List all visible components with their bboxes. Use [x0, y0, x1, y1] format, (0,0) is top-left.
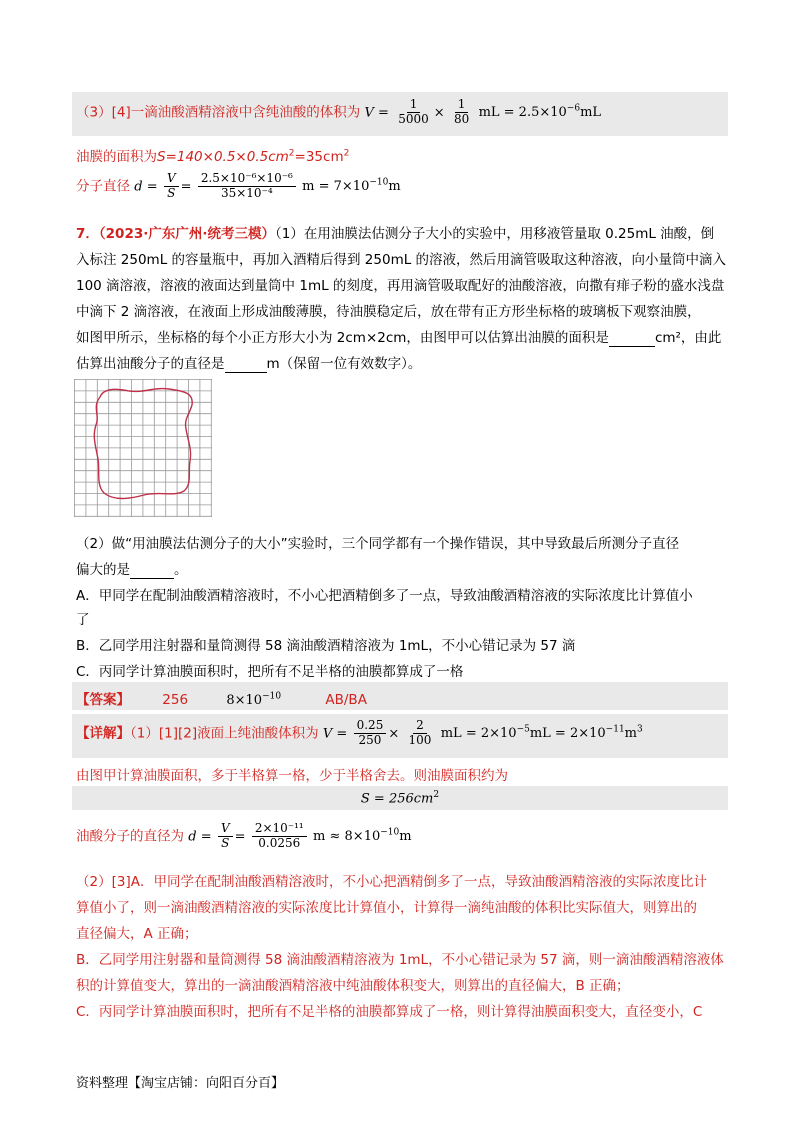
- option-a-cont: 了: [76, 612, 90, 628]
- part2-line-2: 偏大的是 。: [76, 562, 188, 578]
- answer-1: 256: [162, 692, 189, 708]
- diameter-line: 分子直径 d = $\frac{V}{S}$ = $\frac{\text{2.5×10⁻⁶×10⁻⁶}}{\text{35×10⁻⁴}}$ $m = 7\times 10^{-10}m$: [76, 171, 401, 200]
- answer-label: 【答案】: [76, 692, 130, 708]
- detail-line-2: 由图甲计算油膜面积，多于半格算一格，少于半格舍去。则油膜面积约为: [76, 768, 508, 784]
- part3-line: （3）[4]一滴油酸酒精溶液中含纯油酸的体积为 V = $\frac{1}{5000}$ × $\frac{1}{80}$ mL = $2.5\times 10^{-6}mL$: [76, 97, 602, 126]
- q7-line-4: 中滴下 2 滴溶液，在液面上形成油酸薄膜，待油膜稳定后，放在带有正方形坐标格的玻璃板下观察油膜，: [76, 304, 701, 320]
- option-c: C．丙同学计算油膜面积时，把所有不足半格的油膜都算成了一格: [76, 664, 464, 680]
- option-a: A．甲同学在配制油酸酒精溶液时，不小心把酒精倒多了一点，导致油酸酒精溶液的实际浓度比计算值小: [76, 588, 693, 604]
- detail-part2-line-4: B．乙同学用注射器和量筒测得 58 滴油酸酒精溶液为 1mL，不小心错记录为 57 滴，则一滴油酸酒精溶液体: [76, 952, 724, 968]
- detail-part2-line-1: （2）[3]A．甲同学在配制油酸酒精溶液时，不小心把酒精倒多了一点，导致油酸酒精溶液的实际浓度比计: [76, 874, 707, 890]
- detail-part2-line-3: 直径偏大，A 正确；: [76, 926, 198, 942]
- diameter-blank: [225, 356, 267, 373]
- q7-line-2: 入标注 250mL 的容量瓶中，再加入酒精后得到 250mL 的溶液，然后用滴管吸取这种溶液，向小量筒中滴入: [76, 252, 727, 268]
- q7-line-5: 如图甲所示，坐标格的每个小正方形大小为 2cm×2cm，由图甲可以估算出油膜的面积是 cm²，由此: [76, 330, 722, 346]
- option-b: B．乙同学用注射器和量筒测得 58 滴油酸酒精溶液为 1mL，不小心错记录为 57 滴: [76, 638, 576, 654]
- detail-part2-line-5: 积的计算值变大，算出的一滴油酸酒精溶液中纯油酸体积变大，则算出的直径偏大，B 正确；: [76, 978, 630, 994]
- detail-diameter-line: 油酸分子的直径为 d = $\frac{V}{S}$ = $\frac{\text{2×10⁻¹¹}}{0.0256}$ $m \approx 8\times 10^{-10}m$: [76, 821, 412, 850]
- area-line: 油膜的面积为$S=140\times 0.5\times 0.5cm^2=35cm^2$: [76, 148, 350, 165]
- q7-line-3: 100 滴溶液，溶液的液面达到量筒中 1mL 的刻度，再用滴管吸取配好的油酸溶液，向撒有痱子粉的盛水浅盘: [76, 278, 725, 294]
- q7-line-1: 7．（2023·广东广州·统考三模）（1）在用油膜法估测分子大小的实验中，用移液管量取 0.25mL 油酸，倒: [76, 226, 715, 242]
- answer-2: $8\times 10^{-10}$: [226, 691, 282, 708]
- oil-film-grid-figure: [74, 379, 212, 517]
- area-blank: [609, 330, 655, 347]
- part2-line-1: （2）做“用油膜法估测分子的大小”实验时，三个同学都有一个操作错误，其中导致最后所测分子直径: [76, 536, 680, 552]
- detail-line-1: 【详解】（1）[1][2]液面上纯油酸体积为 V = $\frac{0.25}{250}$ × $\frac{2}{100}$ mL = $2\times 10^{-5}mL = 2\times 10^{-11}m^3$: [76, 718, 643, 747]
- part3-frac2: $\frac{1}{80}$: [453, 97, 470, 126]
- detail-part2-line-6: C．丙同学计算油膜面积时，把所有不足半格的油膜都算成了一格，则计算得油膜面积变大，直径变小，C: [76, 1004, 703, 1020]
- answer-3: AB/BA: [325, 692, 367, 708]
- part3-frac1: $\frac{1}{5000}$: [398, 97, 429, 126]
- q7-number: 7．: [76, 226, 99, 242]
- part3-result: mL = $2.5\times 10^{-6}mL$: [478, 103, 602, 121]
- detail-part2-line-2: 算值小了，则一滴油酸酒精溶液的实际浓度比计算值小，计算得一滴纯油酸的体积比实际值大，则算出的: [76, 900, 697, 916]
- footer-text: 资料整理【淘宝店铺：向阳百分百】: [76, 1076, 285, 1091]
- q7-source: （2023·广东广州·统考三模）: [98, 226, 275, 242]
- part2-blank: [130, 562, 174, 579]
- part3-var: V: [364, 105, 374, 121]
- area-equation: $S = 256cm^2$: [360, 790, 440, 807]
- q7-line-6: 估算出油酸分子的直径是 m（保留一位有效数字）。: [76, 356, 422, 372]
- part3-label: （3）[4]一滴油酸酒精溶液中含纯油酸的体积为: [76, 104, 361, 121]
- answer-line: [76, 688, 367, 708]
